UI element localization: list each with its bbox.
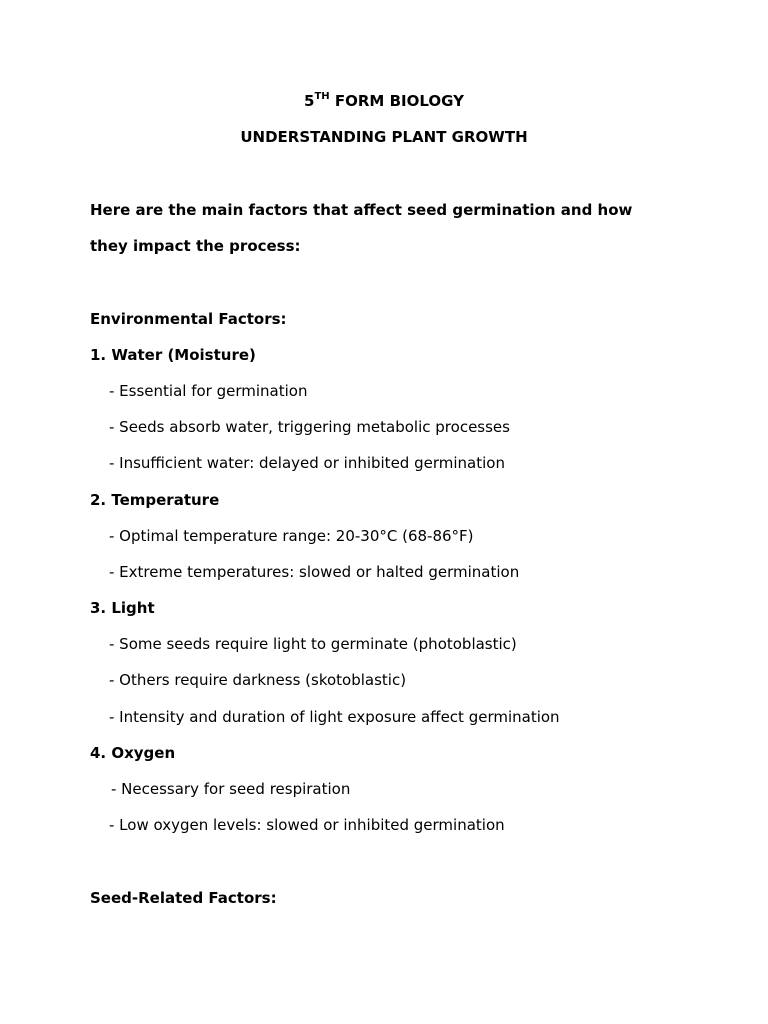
document-title: UNDERSTANDING PLANT GROWTH xyxy=(240,128,528,146)
form-number: 5 xyxy=(304,92,315,110)
intro-line-2: they impact the process: xyxy=(90,237,301,255)
factor-title-light: 3. Light xyxy=(90,599,155,617)
factor-title-water: 1. Water (Moisture) xyxy=(90,346,256,364)
factor-title-temperature: 2. Temperature xyxy=(90,491,220,509)
seed-related-heading: Seed-Related Factors: xyxy=(90,889,277,907)
form-heading xyxy=(0,91,768,111)
bullet-point: - Low oxygen levels: slowed or inhibited germination xyxy=(109,816,505,834)
bullet-point: - Seeds absorb water, triggering metabolic processes xyxy=(109,418,510,436)
form-suffix: TH xyxy=(314,91,330,102)
bullet-point: - Essential for germination xyxy=(109,382,308,400)
bullet-point: - Optimal temperature range: 20-30°C (68-86°F) xyxy=(109,527,474,545)
bullet-point: - Others require darkness (skotoblastic) xyxy=(109,671,407,689)
bullet-point: - Some seeds require light to germinate (photoblastic) xyxy=(109,635,517,653)
bullet-point: - Extreme temperatures: slowed or halted germination xyxy=(109,563,520,581)
environmental-heading: Environmental Factors: xyxy=(90,310,287,328)
bullet-point: - Necessary for seed respiration xyxy=(111,780,351,798)
bullet-point: - Intensity and duration of light exposure affect germination xyxy=(109,708,560,726)
intro-line-1: Here are the main factors that affect seed germination and how xyxy=(90,201,633,219)
factor-title-oxygen: 4. Oxygen xyxy=(90,744,176,762)
form-rest: FORM BIOLOGY xyxy=(329,92,464,110)
bullet-point: - Insufficient water: delayed or inhibited germination xyxy=(109,454,505,472)
